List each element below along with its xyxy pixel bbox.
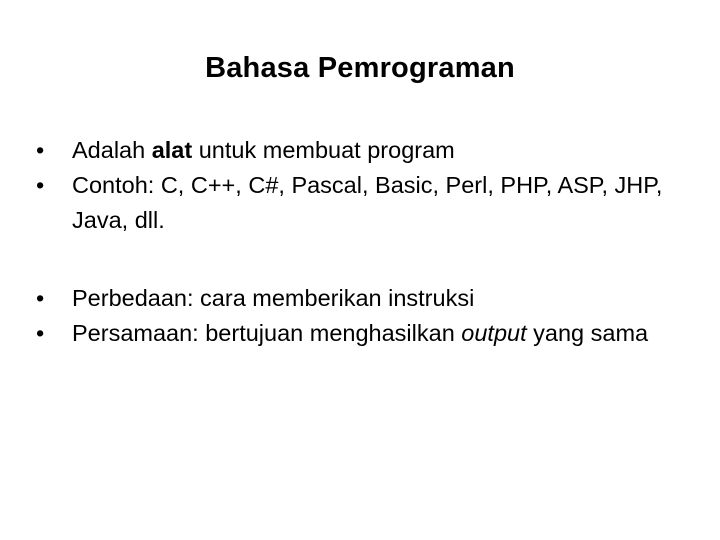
bullet-item-difference (36, 281, 676, 316)
bullet-icon: • (36, 137, 45, 163)
spacer (36, 238, 676, 281)
bullet-text-post: untuk membuat program (192, 137, 455, 163)
bullet-text-emphasis: alat (151, 137, 193, 163)
bullet-item-definition (36, 133, 676, 168)
bullet-icon: • (36, 285, 45, 311)
bullet-list (36, 133, 676, 351)
bullet-text-pre: Persamaan: bertujuan menghasilkan (72, 320, 462, 346)
bullet-item-examples (36, 168, 676, 238)
bullet-text: Contoh: C, C++, C#, Pascal, Basic, Perl, PHP, ASP, JHP, Java, dll. (72, 172, 663, 233)
bullet-icon: • (36, 172, 45, 198)
bullet-text-pre: Adalah (72, 137, 152, 163)
bullet-text: Perbedaan: cara memberikan instruksi (72, 285, 475, 311)
bullet-text-post: yang sama (526, 320, 649, 346)
bullet-item-similarity (36, 316, 676, 351)
slide-title: Bahasa Pemrograman (205, 52, 515, 84)
bullet-icon: • (36, 320, 45, 346)
bullet-text-italic: output (461, 320, 527, 346)
